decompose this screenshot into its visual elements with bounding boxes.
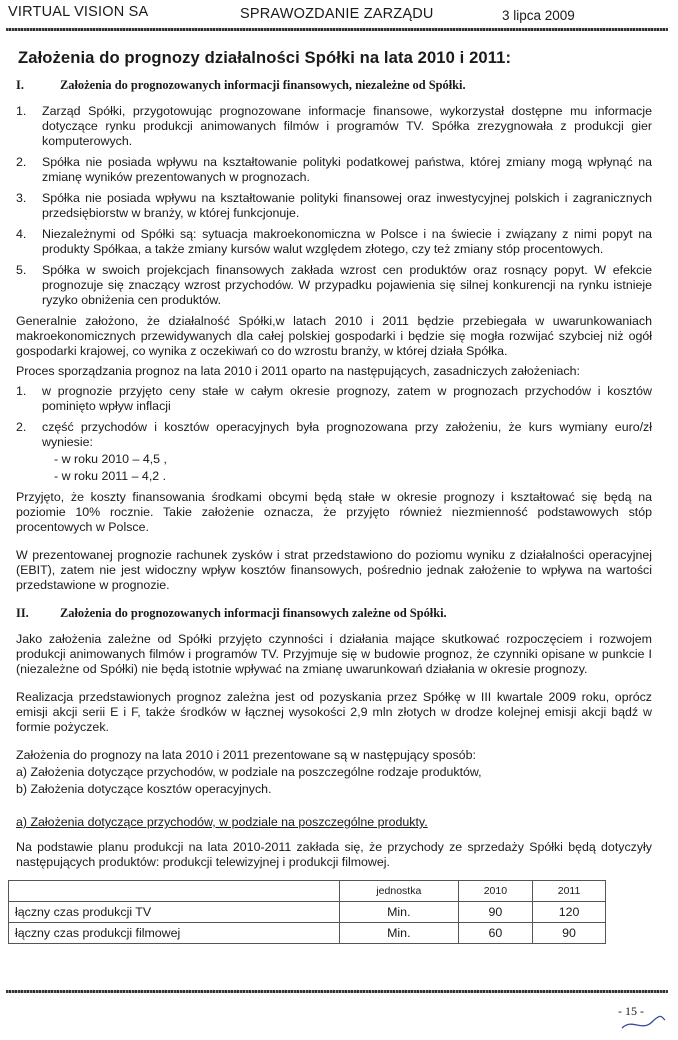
page-header <box>0 0 678 26</box>
paragraph-general: Generalnie założono, że działalność Spółki,w latach 2010 i 2011 będzie przebiegała w uwarunkowaniach makroekonomicznych przewidywanych dla całej polskiej gospodarki i będzie się mogła rozwijać szybciej niż ogół gospodarki krajowej, co wynika z oczekiwań co do wzrostu branży, w której działa Spółka. <box>16 314 652 358</box>
section-1-number: I. <box>16 78 24 92</box>
item-number: 2. <box>16 155 27 169</box>
table-cell: Min. <box>340 923 459 944</box>
item-number: 1. <box>16 104 27 118</box>
table-header-cell <box>9 881 340 902</box>
table-row <box>9 902 606 923</box>
item-number: 2. <box>16 420 27 434</box>
rate-2010: - w roku 2010 – 4,5 , <box>54 452 167 466</box>
paragraph-process: Proces sporządzania prognoz na lata 2010 i 2011 oparto na następujących, zasadniczych założeniach: <box>16 364 580 378</box>
table-header-cell: 2011 <box>533 881 606 902</box>
item-number: 1. <box>16 384 27 398</box>
report-date: 3 lipca 2009 <box>502 8 575 23</box>
table-cell: Min. <box>340 902 459 923</box>
list-item <box>16 155 652 185</box>
list-item <box>16 384 652 414</box>
presentation-item-b: b) Założenia dotyczące kosztów operacyjnych. <box>16 782 272 796</box>
item-text: Niezależnymi od Spółki są: sytuacja makroekonomiczna w Polsce i na świecie i związany z nimi popyt na produkty Spółkaa, a także zmiany kursów walut względem złotego, czy też zmiany stóp procentowych. <box>42 227 652 256</box>
list-item <box>16 263 652 308</box>
item-text: Spółka w swoich projekcjach finansowych zakłada wzrost cen produktów oraz rosnący popyt. W efekcie prognozuje się znaczący wzrost przychodów. W przypadku pojawienia się silnej konkurencji na rynku istnieje ryzyko obniżenia cen produktów. <box>42 263 652 307</box>
table-cell: 60 <box>458 923 532 944</box>
page-title: Założenia do prognozy działalności Spółki na lata 2010 i 2011: <box>18 48 512 67</box>
list-item <box>16 104 652 149</box>
footer-rule <box>6 990 668 993</box>
item-text: w prognozie przyjęto ceny stałe w całym okresie prognozy, zatem w prognozach przychodów i kosztów pominięto wpływ inflacji <box>42 384 652 413</box>
section-1-title: Założenia do prognozowanych informacji finansowych, niezależne od Spółki. <box>60 78 466 92</box>
list-item <box>16 227 652 257</box>
table-cell: łączny czas produkcji TV <box>9 902 340 923</box>
item-text: Spółka nie posiada wpływu na kształtowanie polityki finansowej oraz inwestycyjnej polskich i zagranicznych przedsiębiorstw w branży, w której funkcjonuje. <box>42 191 652 220</box>
table-cell: 90 <box>533 923 606 944</box>
header-rule <box>6 28 668 31</box>
section-1-heading <box>16 78 652 93</box>
paragraph-ebit: W prezentowanej prognozie rachunek zysków i strat przedstawiono do poziomu wyniku z działalności operacyjnej (EBIT), zatem nie jest widoczny wpływ kosztów finansowych, pośrednio jednak założenie to wpływa na wartości przedstawione w prognozie. <box>16 548 652 592</box>
table-cell: 90 <box>458 902 532 923</box>
section-2-number: II. <box>16 606 29 620</box>
signature-mark <box>618 1014 668 1034</box>
section-2-title: Założenia do prognozowanych informacji finansowych zależne od Spółki. <box>60 606 447 620</box>
item-text: Zarząd Spółki, przygotowując prognozowane informacje finansowe, wykorzystał dostępne mu informacje dotyczące rynku produkcji animowanych filmów i programów TV. Spółka zrezygnowała z produkcji gier komputerowych. <box>42 104 652 148</box>
table-row <box>9 923 606 944</box>
table-header-row <box>9 881 606 902</box>
subsection-heading: a) Założenia dotyczące przychodów, w podziale na poszczególne produkty. <box>16 815 428 829</box>
table-cell: łączny czas produkcji filmowej <box>9 923 340 944</box>
report-title: SPRAWOZDANIE ZARZĄDU <box>240 6 434 22</box>
item-number: 3. <box>16 191 27 205</box>
item-text: Spółka nie posiada wpływu na kształtowanie polityki podatkowej państwa, której zmiany mogą wpłynąć na zmianę wyników prezentowanych w prognozach. <box>42 155 652 184</box>
assumptions-list-1 <box>16 104 652 308</box>
paragraph-presentation: Założenia do prognozy na lata 2010 i 2011 prezentowane są w następujący sposób: <box>16 748 476 762</box>
paragraph-realization: Realizacja przedstawionych prognoz zależna jest od pozyskania przez Spółkę w III kwartale 2009 roku, oprócz emisji akcji serii E i F, także środków w łącznej wysokości 2,9 mln złotych w drodze kolejnej emisji akcji bądź w formie pożyczek. <box>16 690 652 734</box>
document-body <box>16 48 652 944</box>
paragraph-production-plan: Na podstawie planu produkcji na lata 2010-2011 zakłada się, że przychody ze sprzedaży Spółki będą dotyczyły następujących produktów: produkcji telewizyjnej i produkcji filmowej. <box>16 840 652 869</box>
paragraph-company-assumptions: Jako założenia zależne od Spółki przyjęto czynności i działania mające skutkować rozpoczęciem i rozwojem produkcji animowanych filmów i programów TV. Przyjmuje się w budowie prognoz, że czynniki opisane w punkcie I (niezależne od Spółki) nie będą istotnie wpływać na zmianę uwarunkowań działania w okresie prognozy. <box>16 632 652 676</box>
paragraph-financing: Przyjęto, że koszty finansowania środkami obcymi będą stałe w okresie prognozy i kształtować się będą na poziomie 10% rocznie. Takie założenie oznacza, że przyjęto również niezmienność podstawowych stóp procentowych w Polsce. <box>16 490 652 534</box>
rate-2011: - w roku 2011 – 4,2 . <box>54 469 167 483</box>
item-text: część przychodów i kosztów operacyjnych była prognozowana przy założeniu, że kurs wymiany euro/zł wyniesie: <box>42 420 652 449</box>
assumptions-list-2 <box>16 384 652 450</box>
page-number: - 15 - <box>618 1004 644 1018</box>
production-table <box>8 880 606 944</box>
item-number: 5. <box>16 263 27 277</box>
table-cell: 120 <box>533 902 606 923</box>
section-2-heading <box>16 606 652 621</box>
table-header-cell: jednostka <box>340 881 459 902</box>
table-header-cell: 2010 <box>458 881 532 902</box>
list-item <box>16 420 652 450</box>
item-number: 4. <box>16 227 27 241</box>
list-item <box>16 191 652 221</box>
company-name: VIRTUAL VISION SA <box>8 4 149 20</box>
presentation-item-a: a) Założenia dotyczące przychodów, w podziale na poszczególne rodzaje produktów, <box>16 765 482 779</box>
